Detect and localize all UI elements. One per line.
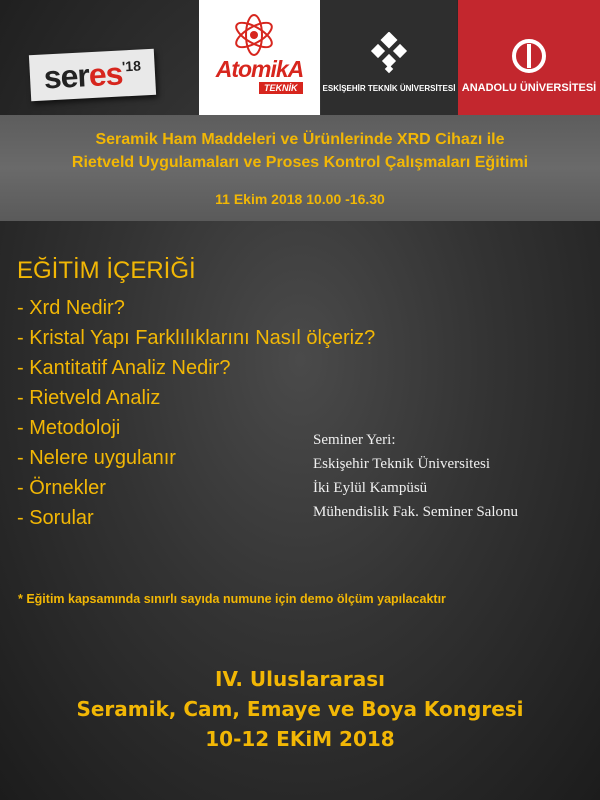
list-item: - Metodoloji <box>17 417 121 439</box>
list-item: - Nelere uygulanır <box>17 447 176 469</box>
anadolu-logo <box>458 0 600 115</box>
estu-emblem-icon <box>369 32 409 76</box>
content-heading: EĞİTİM İÇERİĞİ <box>17 257 196 284</box>
venue-label: Seminer Yeri: <box>313 432 396 448</box>
event-date: 11 Ekim 2018 10.00 -16.30 <box>215 191 385 207</box>
venue-block <box>313 428 518 524</box>
estu-name: ESKİŞEHİR TEKNİK ÜNİVERSİTESİ <box>322 84 456 93</box>
list-item: - Sorular <box>17 507 94 529</box>
logo-row <box>0 0 600 115</box>
title-line-1: Seramik Ham Maddeleri ve Ürünlerinde XRD Cihazı ile <box>95 131 505 148</box>
list-item: - Örnekler <box>17 477 106 499</box>
congress-block <box>0 664 600 754</box>
seres-logo <box>29 49 156 101</box>
title-line-2: Rietveld Uygulamaları ve Proses Kontrol Çalışmaları Eğitimi <box>71 154 529 171</box>
congress-line-3: 10-12 EKiM 2018 <box>205 727 395 751</box>
list-item: - Rietveld Analiz <box>17 387 161 409</box>
venue-line-3: Mühendislik Fak. Seminer Salonu <box>313 504 518 520</box>
list-item: - Kantitatif Analiz Nedir? <box>17 357 231 379</box>
atomika-subtitle: TEKNİK <box>259 82 303 94</box>
list-item: - Xrd Nedir? <box>17 297 125 319</box>
seres-year: '18 <box>121 57 142 75</box>
list-item: - Kristal Yapı Farklılıklarını Nasıl ölçeriz? <box>17 327 376 349</box>
seres-word-b: es <box>87 54 124 93</box>
venue-line-2: İki Eylül Kampüsü <box>313 480 428 496</box>
atomika-name: AtomikA <box>215 56 304 82</box>
seres-wordmark <box>43 55 123 96</box>
venue-line-1: Eskişehir Teknik Üniversitesi <box>313 456 490 472</box>
anadolu-name: ANADOLU ÜNİVERSİTESİ <box>461 82 597 94</box>
atom-icon <box>229 12 279 58</box>
atomika-logo <box>199 0 320 115</box>
estu-logo <box>321 0 457 115</box>
seres-word-a: ser <box>42 56 90 96</box>
congress-line-2: Seramik, Cam, Emaye ve Boya Kongresi <box>76 697 524 721</box>
demo-note: * Eğitim kapsamında sınırlı sayıda numune için demo ölçüm yapılacaktır <box>18 592 446 606</box>
anadolu-emblem-icon <box>511 38 547 74</box>
congress-line-1: IV. Uluslararası <box>215 667 385 691</box>
